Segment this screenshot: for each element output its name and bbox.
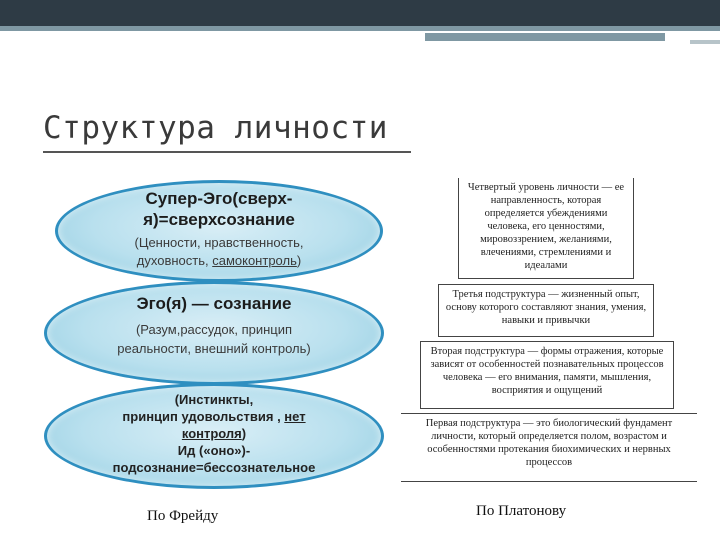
ego-line-1: Эго(я) — сознание	[136, 294, 292, 313]
id-line-4: Ид («оно»)-	[177, 443, 251, 458]
title-underline	[43, 151, 411, 153]
id-line-1: (Инстинкты,	[174, 392, 254, 407]
id-line-2	[47, 409, 381, 424]
header-bar	[0, 0, 720, 26]
id-line-3b: )	[241, 426, 247, 441]
superego-line-4b: самоконтроль	[212, 253, 297, 268]
plato-level-3: Третья подструктура — жизненный опыт, основу которого составляют знания, умения, навыки и привычки	[438, 284, 654, 337]
ego-line-2: (Разум,рассудок, принцип	[135, 322, 293, 337]
superego-line-4a: духовность,	[136, 253, 213, 268]
plato-level-2: Вторая подструктура — формы отражения, которые зависят от особенностей познавательных процессов человека — его внимания, памяти, мышления, восприятия и ощущений	[420, 341, 674, 409]
accent-stripe	[425, 33, 665, 41]
superego-line-1: Супер-Эго(сверх-	[145, 189, 293, 208]
superego-ellipse	[55, 180, 383, 282]
slide-title: Структура личности	[43, 110, 388, 146]
accent-line	[0, 26, 720, 31]
caption-freud: По Фрейду	[147, 508, 219, 524]
superego-line-2: я)=сверхсознание	[143, 210, 295, 229]
id-line-2a: принцип удовольствия ,	[122, 409, 285, 424]
id-line-5: подсознание=бессознательное	[112, 460, 316, 475]
id-line-3	[47, 426, 381, 441]
id-line-2b: нет	[284, 409, 306, 424]
superego-line-4	[58, 253, 380, 268]
id-ellipse	[44, 383, 384, 489]
accent-tick	[690, 40, 720, 44]
caption-platonov: По Платонову	[476, 503, 567, 519]
superego-line-4c: )	[296, 253, 302, 268]
id-line-3a: контроля	[181, 426, 242, 441]
ego-line-3: реальности, внешний контроль)	[117, 341, 311, 356]
ego-ellipse	[44, 281, 384, 385]
plato-level-4: Четвертый уровень личности — ее направленность, которая определяется убеждениями человека, его ценностями, мировоззрением, желаниями, влечениями, стремлениями и идеалами	[458, 178, 634, 279]
plato-level-1: Первая подструктура — это биологический фундамент личности, который определяется полом, возрастом и особенностями протекания биохимических и нервных процессов	[401, 413, 697, 482]
superego-line-3: (Ценности, нравственность,	[134, 235, 304, 250]
